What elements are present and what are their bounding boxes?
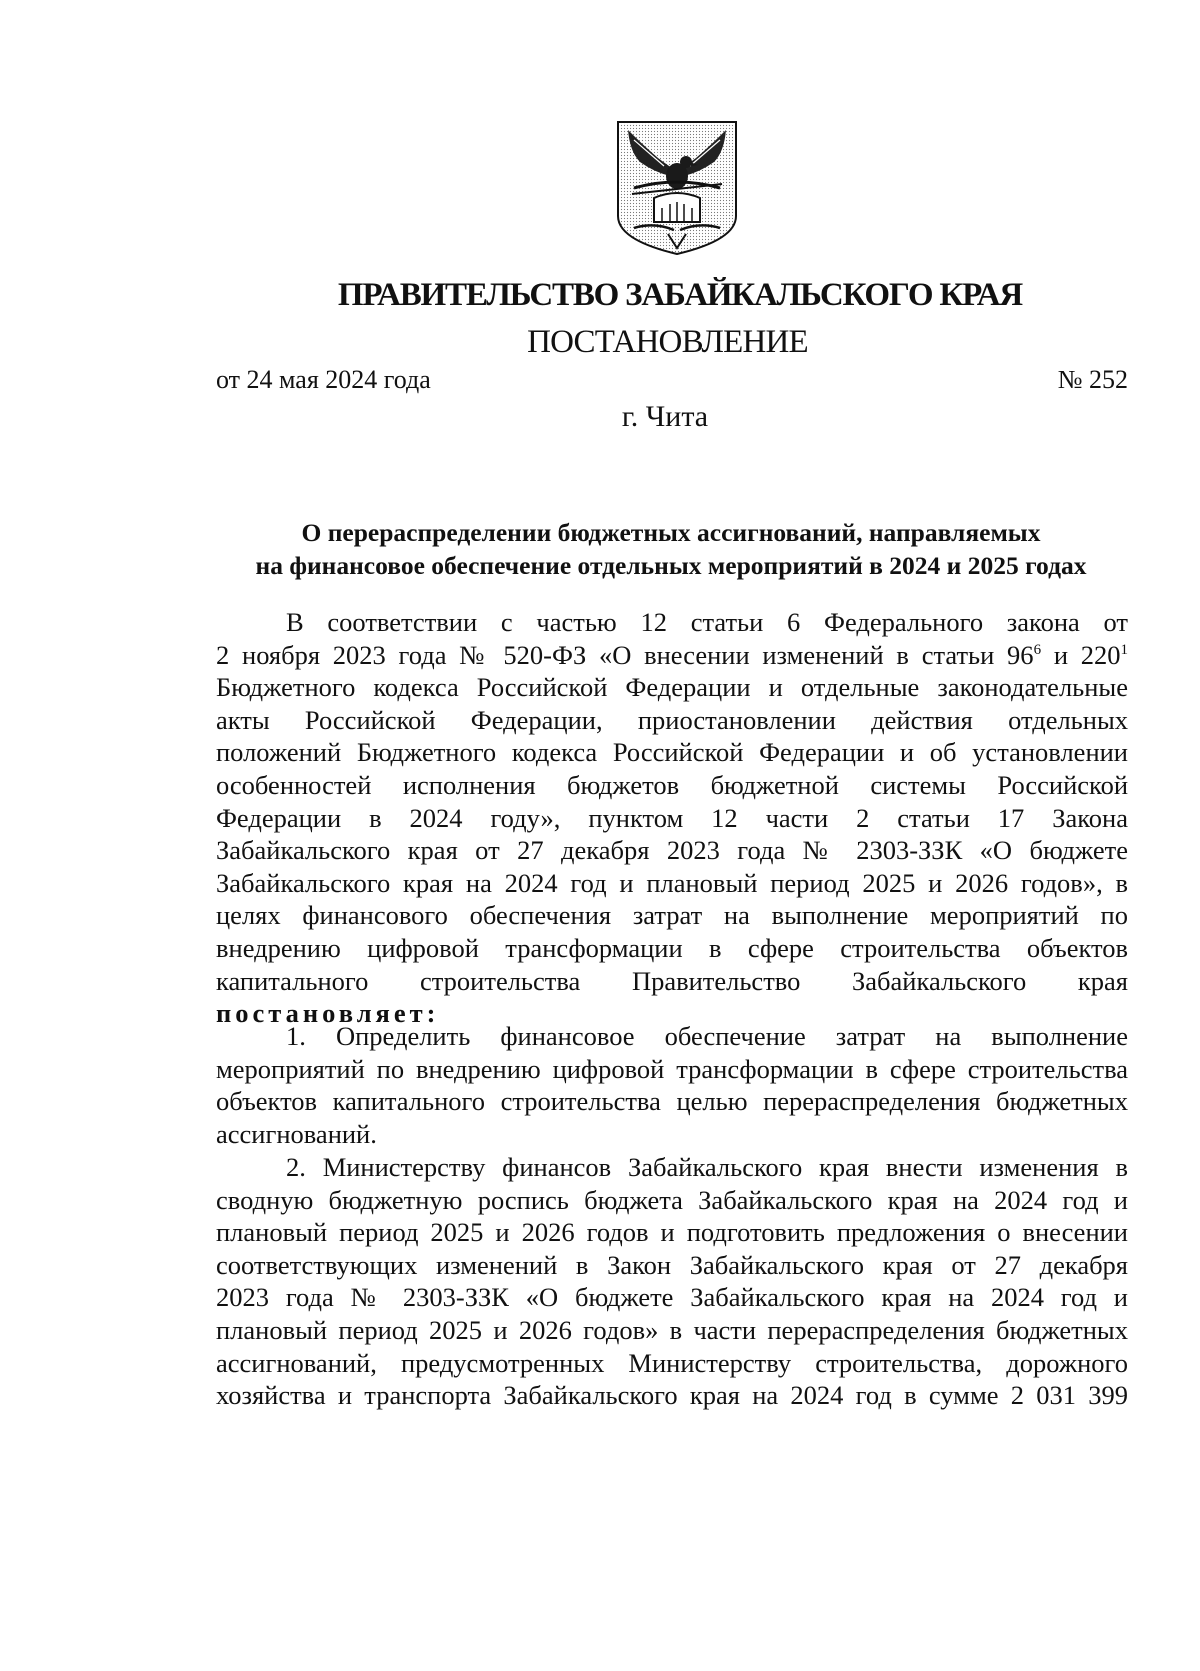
item-1-line: ассигнований. (216, 1118, 377, 1149)
preamble-text: и 220 (1041, 639, 1121, 670)
item-1-paragraph (216, 1020, 1128, 1150)
resolves-word: постановляет: (216, 998, 440, 1029)
item-2-line: 2. Министерству финансов Забайкальского края внести изменения в (286, 1152, 1128, 1182)
document-heading (216, 516, 1126, 582)
item-2-line: сводную бюджетную роспись бюджета Забайкальского края на 2024 год и (216, 1184, 1128, 1215)
preamble-line: Забайкальского края от 27 декабря 2023 года № 2303-ЗЗК «О бюджете (216, 835, 1128, 866)
preamble-line: целях финансового обеспечения затрат на выполнение мероприятий по (216, 900, 1128, 931)
item-2-line: плановый период 2025 и 2026 годов» в части перераспределения бюджетных (216, 1314, 1128, 1345)
item-2-line: 2023 года № 2303-ЗЗК «О бюджете Забайкальского края на 2024 год и (216, 1282, 1128, 1313)
superscript: 1 (1120, 641, 1129, 658)
item-2-line: плановый период 2025 и 2026 годов и подготовить предложения о внесении (216, 1217, 1128, 1248)
heading-line-2: на финансовое обеспечение отдельных мероприятий в 2024 и 2025 годах (255, 551, 1087, 580)
superscript: 6 (1033, 641, 1042, 658)
preamble-line: Забайкальского края на 2024 год и плановый период 2025 и 2026 годов», в (216, 867, 1128, 898)
preamble-line: акты Российской Федерации, приостановлении действия отдельных (216, 704, 1128, 735)
preamble-text: 2 ноября 2023 года № 520-ФЗ «О внесении изменений в статьи 96 (216, 639, 1034, 670)
preamble-line-with-superscripts (216, 639, 1128, 672)
item-1-line: мероприятий по внедрению цифровой трансформации в сфере строительства (216, 1053, 1128, 1084)
item-2-line: соответствующих изменений в Закон Забайкальского края от 27 декабря (216, 1249, 1128, 1280)
preamble-paragraph (216, 606, 1128, 1030)
preamble-line: Бюджетного кодекса Российской Федерации и отдельные законодательные (216, 672, 1128, 703)
preamble-line: В соответствии с частью 12 статьи 6 Федерального закона от (286, 607, 1128, 637)
preamble-line: Федерации в 2024 году», пунктом 12 части 2 статьи 17 Закона (216, 802, 1128, 833)
preamble-line: особенностей исполнения бюджетов бюджетной системы Российской (216, 769, 1128, 800)
document-type: ПОСТАНОВЛЕНИЕ (527, 324, 808, 360)
item-1-line: объектов капитального строительства целью перераспределения бюджетных (216, 1086, 1128, 1117)
preamble-line: капитального строительства Правительство Забайкальского края (216, 965, 1128, 996)
preamble-line: внедрению цифровой трансформации в сфере строительства объектов (216, 932, 1128, 963)
item-1-line: 1. Определить финансовое обеспечение затрат на выполнение (286, 1021, 1128, 1051)
heading-line-1: О перераспределении бюджетных ассигнований, направляемых (301, 518, 1041, 547)
preamble-line: положений Бюджетного кодекса Российской Федерации и об установлении (216, 737, 1128, 768)
item-2-paragraph (216, 1151, 1128, 1412)
document-city: г. Чита (621, 400, 709, 433)
document-number: № 252 (1057, 365, 1128, 394)
government-title: ПРАВИТЕЛЬСТВО ЗАБАЙКАЛЬСКОГО КРАЯ (337, 277, 1023, 313)
document-date: от 24 мая 2024 года (216, 365, 431, 394)
item-2-line: хозяйства и транспорта Забайкальского края на 2024 год в сумме 2 031 399 (216, 1380, 1128, 1411)
coat-of-arms-icon (614, 118, 740, 256)
item-2-line: ассигнований, предусмотренных Министерству строительства, дорожного (216, 1347, 1128, 1378)
